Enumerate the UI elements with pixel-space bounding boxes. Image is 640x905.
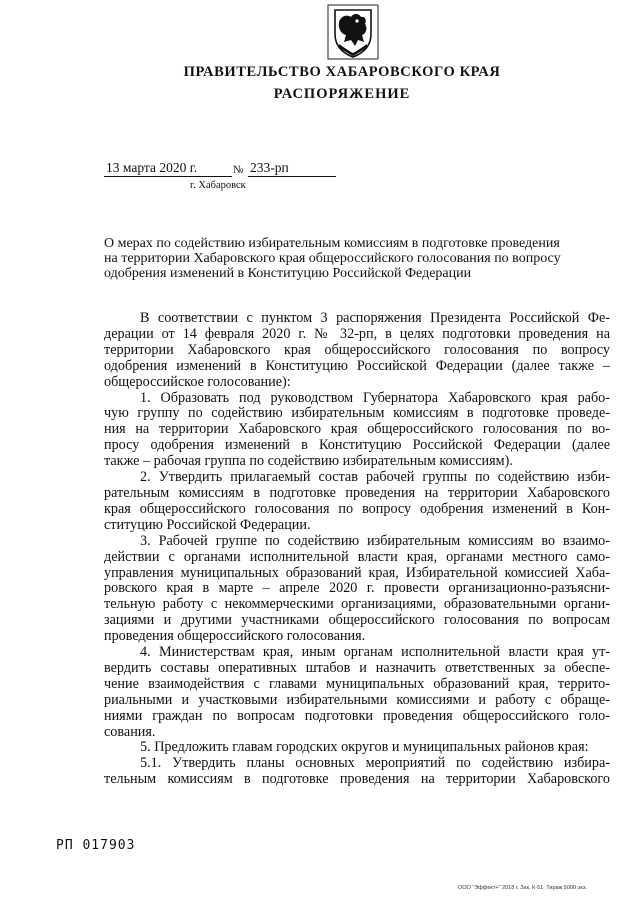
body-line: рательным комиссиям в подготовке проведения на территории Хабаровского <box>104 484 610 501</box>
body-line: также – рабочая группа по содействию избирательным комиссиям). <box>104 453 513 470</box>
body-line: 5.1. Утвердить планы основных мероприятий по содействию избира- <box>140 755 610 772</box>
body-line: вердить составы оперативных штабов и назначить ответственных за обеспе- <box>104 659 610 676</box>
body-line: края общероссийского голосования по вопросу одобрения изменений в Кон- <box>104 500 610 517</box>
body-line: ституцию Российской Федерации. <box>104 516 311 533</box>
body-line: ниями граждан по вопросам подготовки проведения общероссийского голо- <box>104 707 610 724</box>
form-code: РП 017903 <box>56 838 136 853</box>
body-line: территории Хабаровского края общероссийского голосования по вопросу <box>104 341 610 358</box>
document-body <box>104 311 610 788</box>
subject-line: О мерах по содействию избирательным комиссиям в подготовке проведения <box>104 236 560 251</box>
body-line: чую группу по содействию избирательным комиссиям в подготовке проведе- <box>104 405 610 422</box>
document-city: г. Хабаровск <box>190 180 246 191</box>
body-line: тельным комиссиям в подготовке проведения на территории Хабаровского <box>104 771 610 788</box>
body-line: риальными и участковыми избирательными комиссиями и работу с обраще- <box>104 691 610 708</box>
body-line: тельную работу с некоммерческими организациями, образовательными органи- <box>104 596 610 613</box>
body-line: действии с органами исполнительной власти края, органами местного само- <box>104 548 610 565</box>
body-line: сования. <box>104 723 156 740</box>
body-line: 4. Министерствам края, иным органам исполнительной власти края ут- <box>140 644 610 661</box>
document-type-title: РАСПОРЯЖЕНИЕ <box>273 86 411 102</box>
body-line: 3. Рабочей группе по содействию избирательным комиссиям во взаимо- <box>140 532 610 549</box>
body-line: просу одобрения изменений в Конституцию Российской Федерации (далее <box>104 437 610 454</box>
body-line: 5. Предложить главам городских округов и муниципальных районов края: <box>140 739 589 756</box>
body-line: проведения общероссийского голосования. <box>104 628 366 645</box>
body-line: общероссийское голосование): <box>104 373 291 390</box>
printer-imprint: ООО "Эффект+" 2018 г. Зак. К-51. Тираж 5000 экз. <box>458 885 587 891</box>
coat-of-arms-emblem <box>327 4 379 60</box>
body-line: управления муниципальных образований края, Избирательной комиссией Хаба- <box>104 564 610 581</box>
body-line: ния на территории Хабаровского края общероссийского голосования по во- <box>104 421 610 438</box>
subject-line: на территории Хабаровского края общероссийского голосования по вопросу <box>104 251 561 266</box>
subject-line: одобрения изменений в Конституцию Российской Федерации <box>104 266 472 281</box>
body-line: дерации от 14 февраля 2020 г. № 32-рп, в целях подготовки проведения на <box>104 325 610 342</box>
number-sign: № <box>233 164 244 176</box>
body-line: 2. Утвердить прилагаемый состав рабочей группы по содействию изби- <box>140 469 610 486</box>
body-line: В соответствии с пунктом 3 распоряжения Президента Российской Фе- <box>140 310 610 326</box>
body-line: зациями и другими участниками общероссийского голосования по вопросам <box>104 612 610 629</box>
body-line: чение взаимодействия с главами муниципальных образований края, террито- <box>104 675 610 692</box>
body-line: ровского края в марте – апреле 2020 г. провести организационно-разъясни- <box>104 580 610 597</box>
body-line: 1. Образовать под руководством Губернатора Хабаровского края рабо- <box>140 389 610 406</box>
date-underline <box>104 176 232 177</box>
document-number: 233-рп <box>250 160 289 175</box>
document-date: 13 марта 2020 г. <box>106 160 198 175</box>
document-subject <box>104 236 609 281</box>
organization-title: ПРАВИТЕЛЬСТВО ХАБАРОВСКОГО КРАЯ <box>183 64 501 80</box>
number-underline <box>248 176 336 177</box>
body-line: одобрения изменений в Конституцию Российской Федерации (далее также – <box>104 357 610 374</box>
